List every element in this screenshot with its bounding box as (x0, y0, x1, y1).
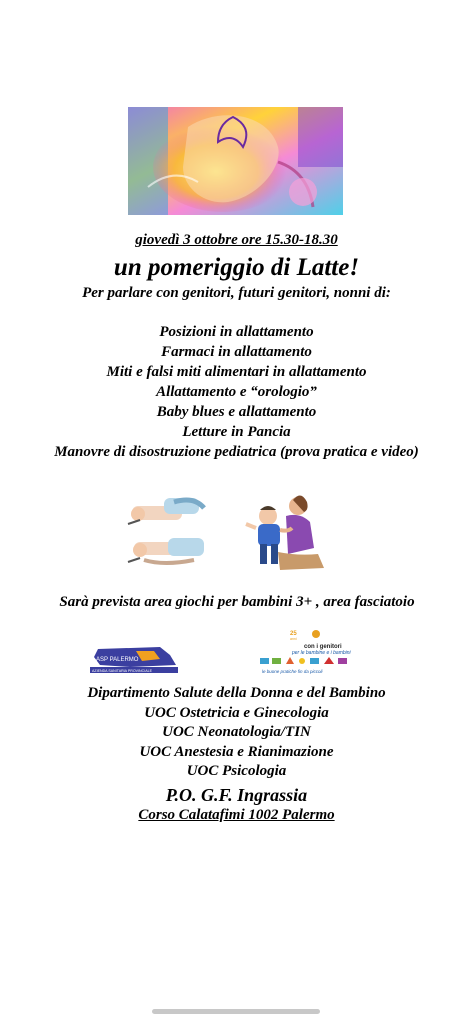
hospital-address: Corso Calatafimi 1002 Palermo (138, 807, 335, 823)
child-maneuver-illustration (238, 494, 330, 574)
asp-palermo-logo (90, 645, 178, 673)
car-icon (310, 658, 319, 664)
department-item: UOC Ostetricia e Ginecologia (144, 704, 329, 721)
topic-item: Allattamento e “orologio” (156, 384, 317, 400)
topic-item: Baby blues e allattamento (156, 404, 317, 420)
asp-name: ASP PALERMO (96, 657, 139, 663)
toy-icon (338, 658, 347, 664)
partner-name-line2: per le bambine e i bambini (292, 650, 351, 656)
partner-years-unit: anni (290, 637, 297, 641)
play-area-note: Sarà prevista area giochi per bambini 3+ , area fasciatoio (59, 594, 415, 610)
topic-list (0, 322, 473, 462)
note-icon (286, 657, 294, 664)
topic-item: Posizioni in allattamento (159, 324, 314, 340)
department-item: UOC Neonatologia/TIN (162, 724, 311, 740)
event-title: un pomeriggio di Latte! (113, 254, 360, 281)
infant-maneuver-illustration (124, 494, 214, 574)
asp-subtitle: AZIENDA SANITARIA PROVINCIALE (92, 669, 153, 673)
book-icon (260, 658, 269, 664)
department-item: Dipartimento Salute della Donna e del Bambino (87, 685, 386, 701)
book-icon (272, 658, 281, 664)
home-indicator[interactable] (152, 1009, 320, 1014)
topic-item: Miti e falsi miti alimentari in allattamento (106, 364, 367, 380)
event-date-time: giovedì 3 ottobre ore 15.30-18.30 (135, 232, 338, 248)
partner-tagline: le buone pratiche fin da piccoli (262, 669, 323, 674)
topic-item: Letture in Pancia (182, 424, 291, 440)
topic-item: Farmaci in allattamento (161, 344, 312, 360)
event-intro: Per parlare con genitori, futuri genitori, nonni di: (82, 285, 391, 301)
fruit-icon (299, 658, 305, 664)
hospital-name: P.O. G.F. Ingrassia (165, 785, 308, 805)
hero-artwork (128, 107, 343, 215)
topic-item: Manovre di disostruzione pediatrica (prova pratica e video) (54, 444, 419, 460)
house-icon (324, 657, 334, 664)
department-item: UOC Psicologia (186, 763, 287, 779)
partner-logo (258, 628, 378, 676)
star-icon (312, 630, 320, 638)
partner-name-line1: con i genitori (304, 644, 342, 650)
partner-years: 25 (290, 631, 297, 637)
department-item: UOC Anestesia e Rianimazione (139, 743, 334, 760)
department-list (0, 684, 473, 782)
